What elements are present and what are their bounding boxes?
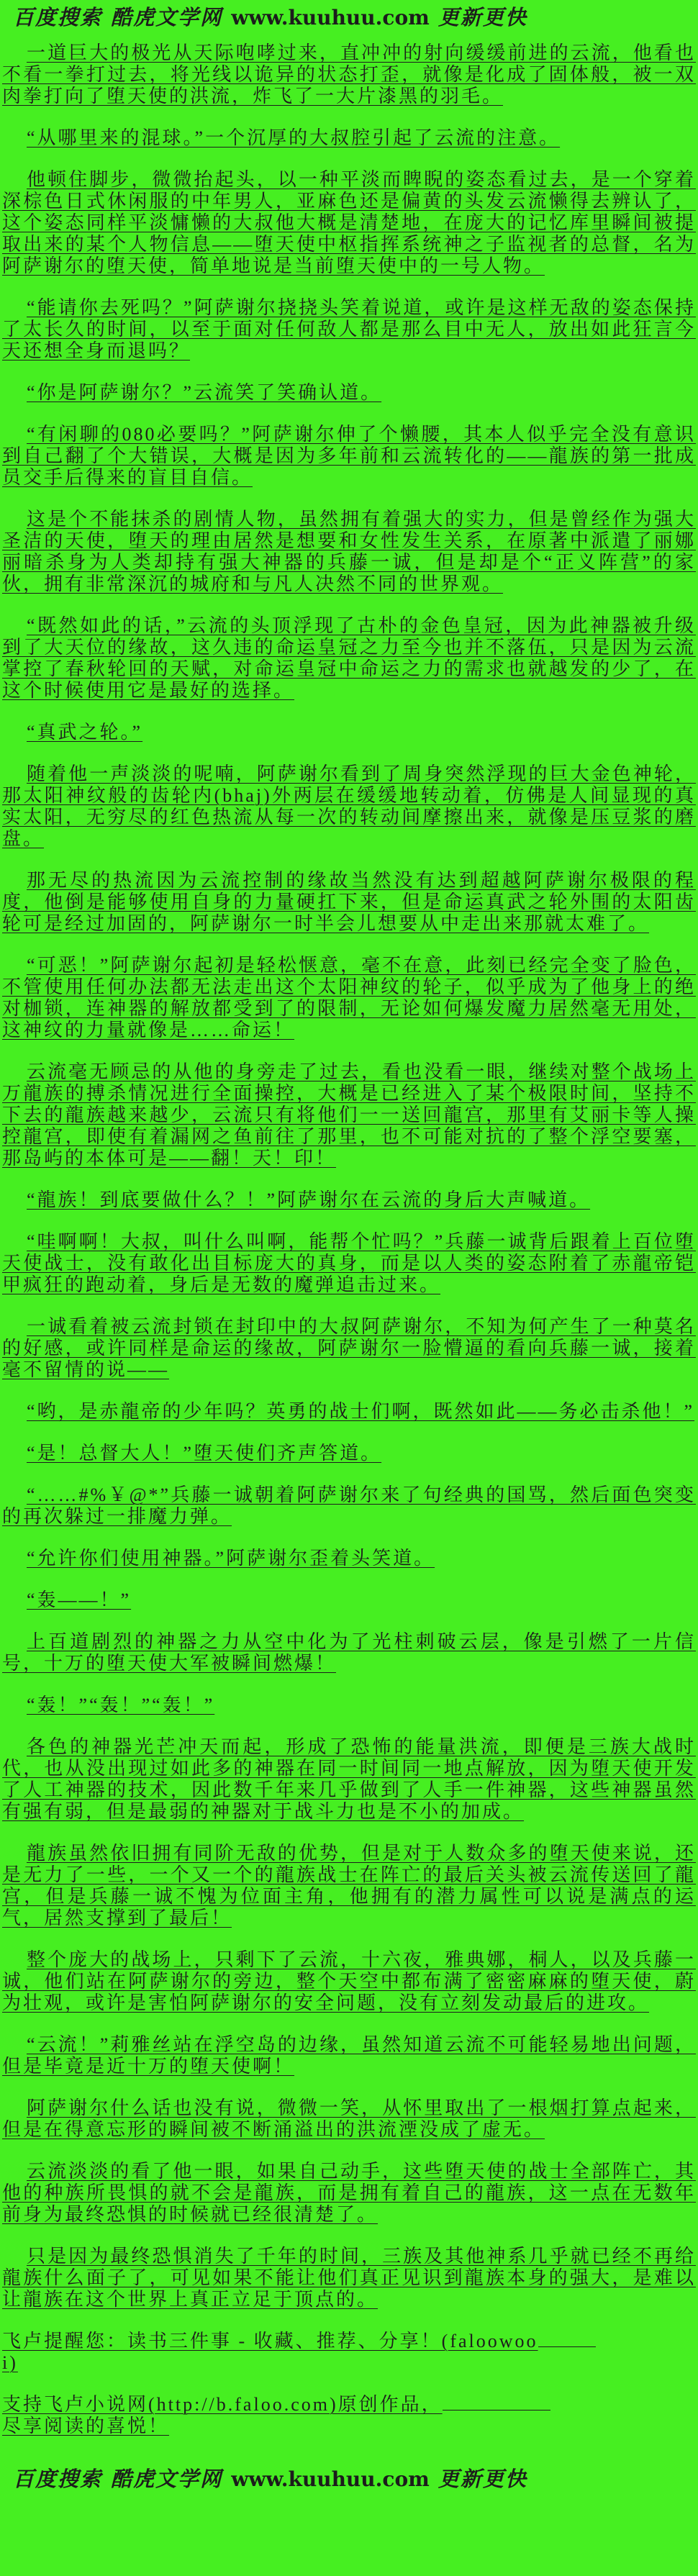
paragraph: 那无尽的热流因为云流控制的缘故当然没有达到超越阿萨谢尔极限的程度，他倒是能够使用自身的力量硬扛下来，但是命运真武之轮外围的太阳齿轮可是经过加固的，阿萨谢尔一时半会儿想要从中走出来那就太难了。	[2, 870, 696, 934]
paragraph: “云流！”莉雅丝站在浮空岛的边缘，虽然知道云流不可能轻易地出问题，但是毕竟是近十万的堕天使啊！	[2, 2034, 696, 2077]
paragraph: “哇啊啊！大叔，叫什么叫啊，能帮个忙吗？”兵藤一诚背后跟着上百位堕天使战士，没有敢化出目标庞大的真身，而是以人类的姿态附着了赤龍帝铠甲疯狂的跑动着，身后是无数的魔弹追击过来。	[2, 1231, 696, 1295]
underline-filler	[538, 2346, 596, 2347]
paragraph: “有闲聊的080必要吗？”阿萨谢尔伸了个懒腰，其本人似乎完全没有意识到自己翻了个大错误，大概是因为多年前和云流转化的——龍族的第一批成员交手后得来的盲目自信。	[2, 424, 696, 488]
paragraph: “你是阿萨谢尔？”云流笑了笑确认道。	[27, 382, 382, 403]
reminder-text-line2: i)	[2, 2352, 18, 2373]
paragraph: “允许你们使用神器。”阿萨谢尔歪着头笑道。	[27, 1548, 435, 1569]
paragraph: “真武之轮。”	[27, 722, 143, 743]
paragraph: 一诚看着被云流封锁在封印中的大叔阿萨谢尔，不知为何产生了一种莫名的好感，或许同样是命运的缘故，阿萨谢尔一脸懵逼的看向兵藤一诚，接着毫不留情的说——	[2, 1316, 696, 1380]
reminder-text-line1: 飞卢提醒您：读书三件事 - 收藏、推荐、分享！(faloowoo	[2, 2331, 538, 2351]
paragraph: “能请你去死吗？”阿萨谢尔挠挠头笑着说道，或许是这样无敌的姿态保持了太长久的时间，以至于面对任何敌人都是那么目中无人，放出如此狂言今天还想全身而退吗？	[2, 297, 696, 361]
page-footer	[0, 2462, 698, 2501]
paragraph: 整个庞大的战场上，只剩下了云流，十六夜，雅典娜，桐人，以及兵藤一诚，他们站在阿萨谢尔的旁边，整个天空中都布满了密密麻麻的堕天使，蔚为壮观，或许是害怕阿萨谢尔的安全问题，没有立刻发动最后的进攻。	[2, 1949, 696, 2013]
paragraph: 上百道剧烈的神器之力从空中化为了光柱刺破云层，像是引燃了一片信号，十万的堕天使大军被瞬间燃爆！	[2, 1631, 696, 1674]
site-name: 酷虎文学网	[111, 2467, 232, 2491]
paragraph: 云流淡淡的看了他一眼，如果自己动手，这些堕天使的战士全部阵亡，其他的种族所畏惧的就不会是龍族，而是拥有着自己的龍族，这一点在无数年前身为最终恐惧的时候就已经很清楚了。	[2, 2161, 696, 2225]
paragraph: “龍族！到底要做什么？！”阿萨谢尔在云流的身后大声喊道。	[27, 1189, 591, 1210]
banner-prefix: 百度搜索	[13, 5, 112, 30]
paragraph: 各色的神器光芒冲天而起，形成了恐怖的能量洪流，即便是三族大战时代，也从没出现过如此多的神器在同一时间同一地点解放，因为堕天使开发了人工神器的技术，因此数千年来几乎做到了人手一件神器，这些神器虽然有强有弱，但是最弱的神器对于战斗力也是不小的加成。	[2, 1736, 696, 1822]
paragraph: 他顿住脚步，微微抬起头，以一种平淡而睥睨的姿态看过去，是一个穿着深棕色日式休闲服的中年男人，亚麻色还是偏黄的头发云流懒得去辨认了，这个姿态同样平淡慵懒的大叔他大概是清楚地，在庞大的记忆库里瞬间被提取出来的某个人物信息——堕天使中枢指挥系统神之子监视者的总督，名为阿萨谢尔的堕天使，简单地说是当前堕天使中的一号人物。	[2, 169, 696, 276]
banner-suffix: 更新更快	[429, 5, 527, 30]
paragraph: 云流毫无顾忌的从他的身旁走了过去，看也没看一眼，继续对整个战场上万龍族的搏杀情况进行全面操控，大概是已经进入了某个极限时间，坚持不下去的龍族越来越少，云流只有将他们一一送回龍宫，那里有艾丽卡等人操控龍宫，即使有着漏网之鱼前往了那里，也不可能对抗的了整个浮空要塞，那岛屿的本体可是——翻！天！印！	[2, 1061, 696, 1169]
support-text-line1: 支持飞卢小说网(http://b.faloo.com)原创作品，	[2, 2394, 443, 2415]
site-banner-top[interactable]	[0, 0, 698, 31]
paragraph: 龍族虽然依旧拥有同阶无敌的优势，但是对于人数众多的堕天使来说，还是无力了一些，一个又一个的龍族战士在阵亡的最后关头被云流传送回了龍宫，但是兵藤一诚不愧为位面主角，他拥有的潜力属性可以说是满点的运气，居然支撑到了最后！	[2, 1843, 696, 1928]
underline-filler	[443, 2410, 550, 2411]
support-text-line2: 尽享阅读的喜悦！	[2, 2416, 170, 2436]
banner-suffix: 更新更快	[429, 2467, 527, 2491]
site-domain-link[interactable]: www.kuuhuu.com	[231, 6, 430, 30]
chapter-content	[0, 31, 698, 2437]
banner-prefix: 百度搜索	[13, 2467, 112, 2491]
paragraph: “可恶！”阿萨谢尔起初是轻松惬意，毫不在意，此刻已经完全变了脸色，不管使用任何办法都无法走出这个太阳神纹的轮子，似乎成为了他身上的绝对枷锁，连神器的解放都受到了的限制，无论如何爆发魔力居然毫无用处，这神纹的力量就像是……命运！	[2, 955, 696, 1040]
paragraph: 这是个不能抹杀的剧情人物，虽然拥有着强大的实力，但是曾经作为强大圣洁的天使，堕天的理由居然是想要和女性发生关系，在原著中派遣了丽娜丽暗杀身为人类却持有强大神器的兵藤一诚，但是却是个“正义阵营”的家伙，拥有非常深沉的城府和与凡人决然不同的世界观。	[2, 509, 696, 594]
paragraph: “是！总督大人！”堕天使们齐声答道。	[27, 1443, 382, 1464]
paragraph: 只是因为最终恐惧消失了千年的时间，三族及其他神系几乎就已经不再给龍族什么面子了，可见如果不能让他们真正见识到龍族本身的强大，是难以让龍族在这个世界上真正立足于顶点的。	[2, 2246, 696, 2310]
reminder-note	[2, 2331, 696, 2374]
paragraph: 阿萨谢尔什么话也没有说，微微一笑，从怀里取出了一根烟打算点起来，但是在得意忘形的瞬间被不断涌溢出的洪流湮没成了虚无。	[2, 2097, 696, 2140]
paragraph: “哟，是赤龍帝的少年吗？英勇的战士们啊，既然如此——务必击杀他！”	[27, 1401, 695, 1422]
paragraph: “轰！”“轰！”“轰！”	[27, 1695, 215, 1715]
support-note	[2, 2394, 696, 2437]
paragraph: “轰——！”	[27, 1589, 132, 1610]
site-name: 酷虎文学网	[111, 5, 232, 30]
site-banner-bottom[interactable]	[0, 2462, 698, 2501]
paragraph: “……#%￥@*”兵藤一诚朝着阿萨谢尔来了句经典的国骂，然后面色突变的再次躲过一排魔力弹。	[2, 1484, 696, 1527]
paragraph: 一道巨大的极光从天际咆哮过来，直冲冲的射向缓缓前进的云流，他看也不看一拳打过去，将光线以诡异的状态打歪，就像是化成了固体般，被一双肉拳打向了堕天使的洪流，炸飞了一大片漆黑的羽毛。	[2, 42, 696, 106]
paragraph: “既然如此的话，”云流的头顶浮现了古朴的金色皇冠，因为此神器被升级到了大天位的缘故，这久违的命运皇冠之力至今也并不落伍，只是因为云流掌控了春秋轮回的天赋，对命运皇冠中命运之力的需求也就越发的少了，在这个时候使用它是最好的选择。	[2, 615, 696, 701]
paragraph: 随着他一声淡淡的呢喃，阿萨谢尔看到了周身突然浮现的巨大金色神轮，那太阳神纹般的齿轮内(bhaj)外两层在缓缓地转动着，仿佛是人间显现的真实太阳，无穷尽的红色热流从每一次的转动间摩擦出来，就像是压豆浆的磨盘。	[2, 763, 696, 849]
site-domain-link[interactable]: www.kuuhuu.com	[231, 2467, 430, 2491]
paragraph: “从哪里来的混球。”一个沉厚的大叔腔引起了云流的注意。	[27, 127, 561, 148]
